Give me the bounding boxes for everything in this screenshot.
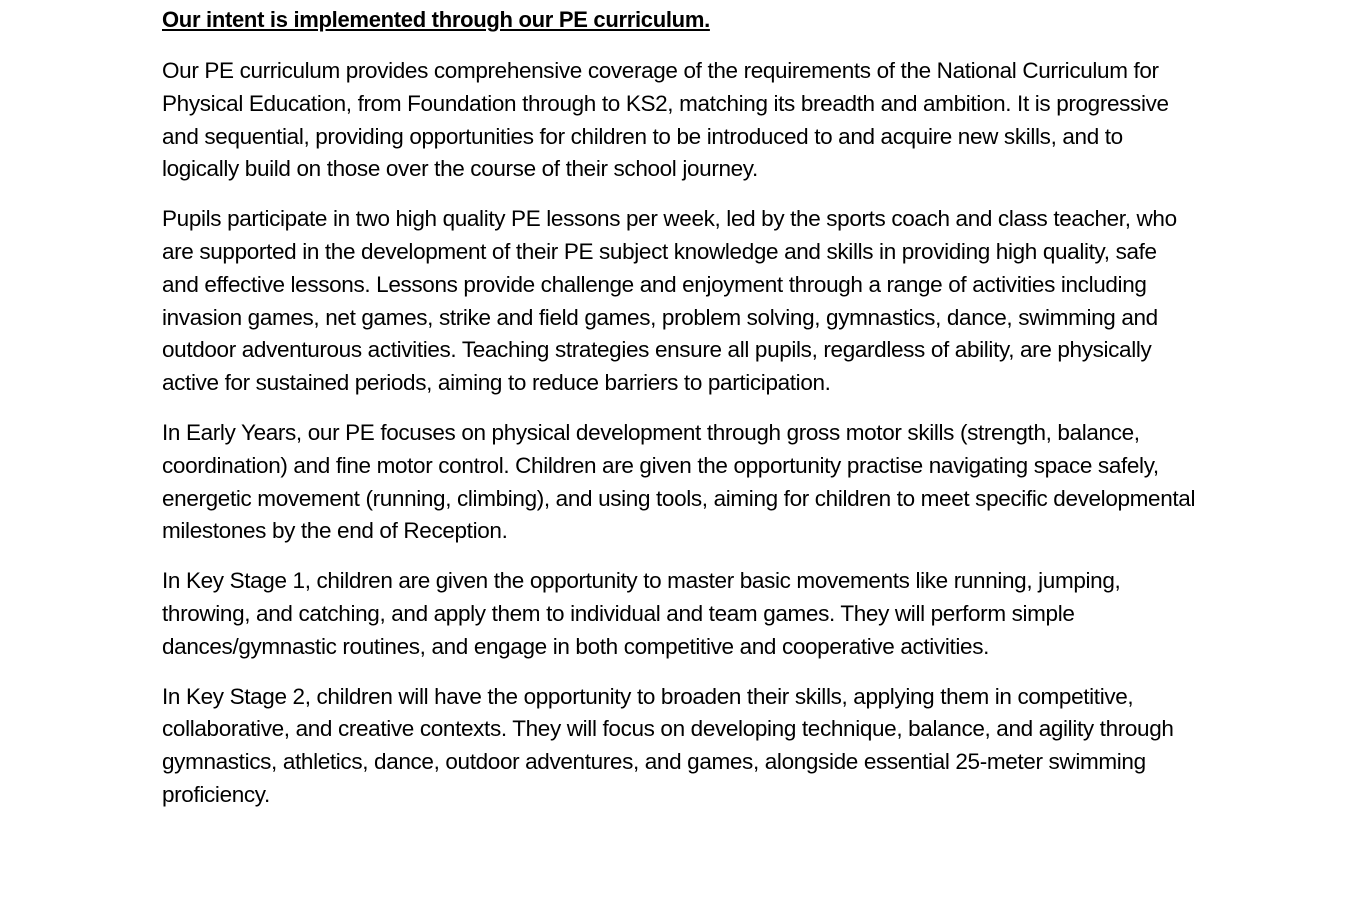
paragraph-curriculum-coverage: Our PE curriculum provides comprehensive coverage of the requirements of the National Curriculum for Physical Education, from Foundation through to KS2, matching its breadth and ambition. It is progressive and sequential, providing opportunities for children to be introduced to and acquire new skills, and to logically build on those over the course of their school journey. — [162, 58, 1169, 182]
paragraph-key-stage-2: In Key Stage 2, children will have the opportunity to broaden their skills, applying them in competitive, collaborative, and creative contexts. They will focus on developing technique, balance, and agility through gymnastics, athletics, dance, outdoor adventures, and games, alongside essential 25-meter swimming proficiency. — [162, 683, 1174, 807]
paragraph-early-years: In Early Years, our PE focuses on physical development through gross motor skills (strength, balance, coordination) and fine motor control. Children are given the opportunity practise navigating space safely, energetic movement (running, climbing), and using tools, aiming for children to meet specific developmental milestones by the end of Reception. — [162, 419, 1196, 544]
document-page — [162, 6, 1197, 829]
paragraph-key-stage-1: In Key Stage 1, children are given the opportunity to master basic movements like running, jumping, throwing, and catching, and apply them to individual and team games. They will perform simple dances/gymnastic routines, and engage in both competitive and cooperative activities. — [162, 568, 1121, 659]
paragraph-pe-lessons: Pupils participate in two high quality PE lessons per week, led by the sports coach and class teacher, who are supported in the development of their PE subject knowledge and skills in providing high quality, safe and effective lessons. Lessons provide challenge and enjoyment through a range of activities including invasion games, net games, strike and field games, problem solving, gymnastics, dance, swimming and outdoor adventurous activities. Teaching strategies ensure all pupils, regardless of ability, are physically active for sustained periods, aiming to reduce barriers to participation. — [162, 206, 1177, 396]
document-heading: Our intent is implemented through our PE curriculum. — [162, 7, 710, 32]
